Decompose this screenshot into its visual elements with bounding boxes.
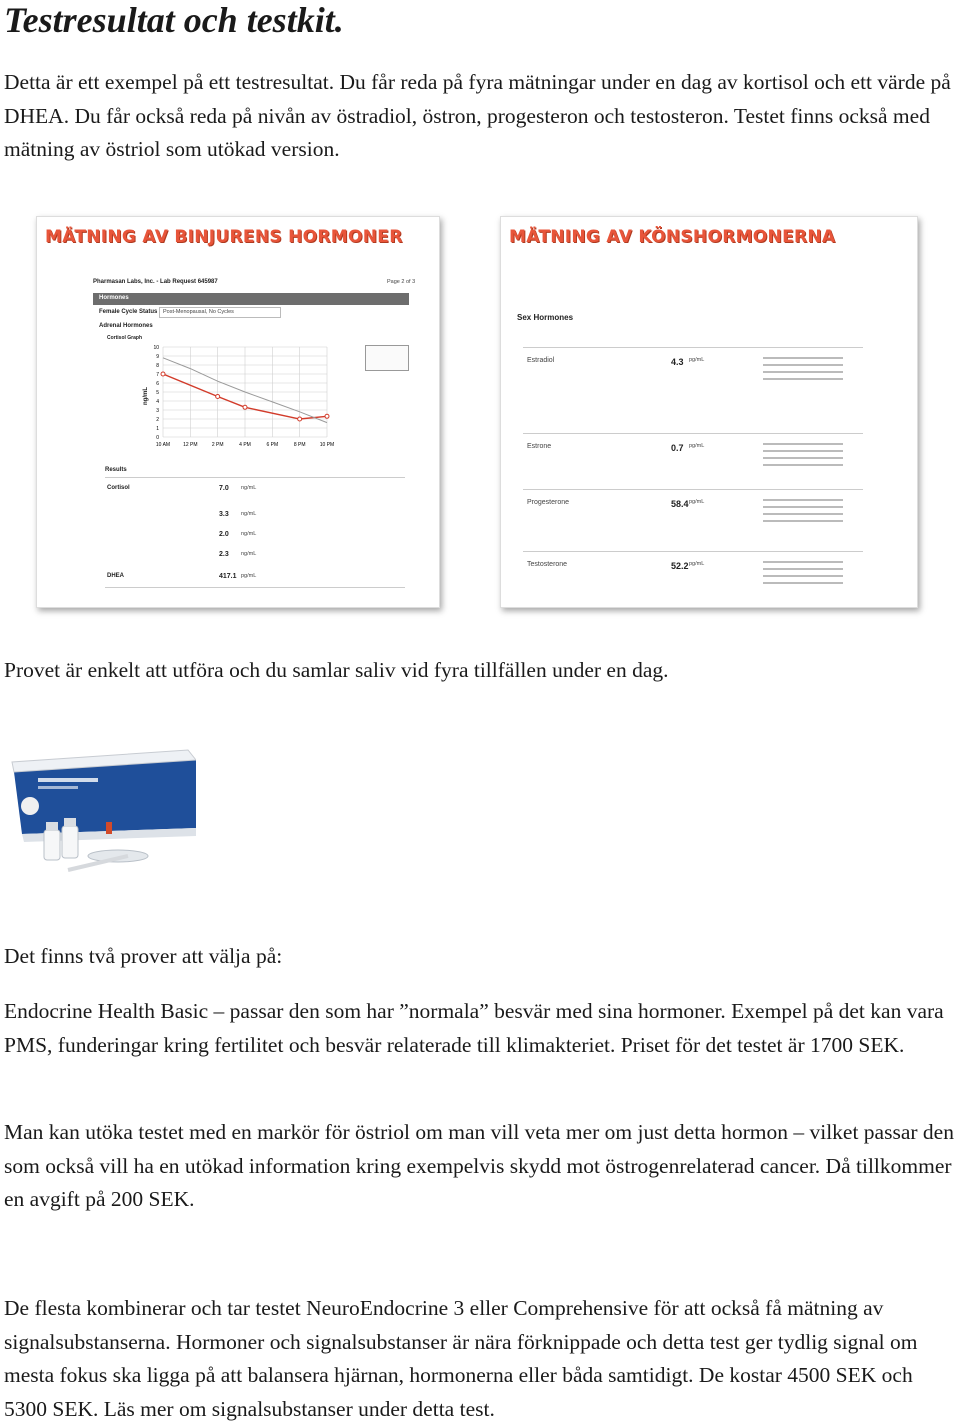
x-tick-label: 6 PM [266,442,279,448]
hormone-unit: pg/mL [689,443,705,449]
hormone-name: Estrone [527,443,552,450]
data-point [298,417,302,421]
hormone-value: 4.3 [671,357,684,367]
result-unit: ng/mL [241,531,257,537]
x-tick-label: 10 PM [319,442,335,448]
test-kit-image [8,710,196,920]
adrenal-report-title: MÄTNING AV BINJURENS HORMONER [45,227,403,247]
x-tick-label: 4 PM [239,442,251,448]
page-title: Testresultat och testkit. [4,0,344,40]
result-unit: ng/mL [241,551,257,557]
sex-hormones-report-image [500,216,918,608]
hormone-name: Testosterone [527,561,568,568]
y-tick-label: 4 [156,399,159,405]
collect-paragraph: Provet är enkelt att utföra och du samlar saliv vid fyra tillfällen under en dag. [4,658,669,682]
x-tick-label: 10 AM [155,442,171,448]
result-value: 2.0 [219,531,229,538]
result-unit: ng/mL [241,511,257,517]
hormone-value: 52.2 [671,561,689,571]
intro-paragraph: Detta är ett exempel på ett testresultat. Du får reda på fyra mätningar under en dag av kortisol och ett värde på DHEA. Du får också reda på nivån av östradiol, östron, progesteron och testosteron. Testet finns också med mätning av östriol som utökad version. [4,70,951,161]
y-tick-label: 5 [156,390,159,396]
cycle-status-value: Post-Menopausal, No Cycles [163,309,234,315]
x-tick-label: 2 PM [211,442,224,448]
result-value: 2.3 [219,551,229,558]
adrenal-report-image [36,216,440,608]
result-name: Cortisol [107,485,130,491]
choose-paragraph: Det finns två prover att välja på: [4,944,283,968]
y-tick-label: 1 [156,426,159,432]
result-value: 3.3 [219,511,229,518]
sex-hormones-section: Sex Hormones [517,313,574,322]
x-tick-label: 8 PM [293,442,306,448]
result-unit: ng/mL [241,485,257,491]
y-tick-label: 0 [156,435,159,441]
hormone-unit: pg/mL [689,561,705,567]
y-tick-label: 2 [156,417,159,423]
hormone-unit: pg/mL [689,499,705,505]
data-point [161,372,165,376]
hormone-name: Progesterone [527,499,570,506]
adrenal-subsection: Adrenal Hormones [99,323,153,329]
data-point [216,395,220,399]
y-tick-label: 6 [156,381,159,387]
extended-test-paragraph: Man kan utöka testet med en markör för östriol om man vill veta mer om just detta hormon – vilket passar den som också vill ha en utökad information kring exempelvis skydd mot östrogenrelaterad cancer. Då tillkommer en avgift på 200 SEK. [4,1120,954,1211]
cycle-status-label: Female Cycle Status [99,309,158,315]
hormones-section: Hormones [99,295,129,301]
result-value: 7.0 [219,485,229,492]
hormone-unit: pg/mL [689,357,705,363]
cortisol-chart [147,341,337,461]
data-point [243,405,247,409]
data-point [325,414,329,418]
lab-request: Pharmasan Labs, Inc. - Lab Request 645987 [93,279,218,285]
result-name: DHEA [107,573,125,579]
hormone-name: Estradiol [527,357,555,364]
hormone-value: 58.4 [671,499,689,509]
result-unit: pg/mL [241,573,257,579]
page-number: Page 2 of 3 [387,279,416,285]
combine-paragraph: De flesta kombinerar och tar testet NeuroEndocrine 3 eller Comprehensive för att också få mätning av signalsubstanserna. Hormoner och signalsubstanser är nära förknippade och detta test ger tydlig signal om mesta fokus ska ligga på att balansera hjärnan, hormonerna eller båda samtidigt. De kostar 4500 SEK och 5300 SEK. Läs mer om signalsubstanser under detta test. [4,1296,918,1421]
y-tick-label: 3 [156,408,159,414]
y-tick-label: 7 [156,372,159,378]
y-tick-label: 10 [153,345,159,351]
hormone-value: 0.7 [671,443,684,453]
cortisol-graph-label: Cortisol Graph [107,335,143,341]
result-value: 417.1 [219,573,237,580]
y-tick-label: 8 [156,363,159,369]
x-tick-label: 12 PM [183,442,198,448]
y-tick-label: 9 [156,354,159,360]
y-axis-label: ng/mL [143,387,149,405]
sex-report-title: MÄTNING AV KÖNSHORMONERNA [509,227,836,247]
basic-test-paragraph: Endocrine Health Basic – passar den som har ”normala” besvär med sina hormoner. Exempel på det kan vara PMS, funderingar kring fertilitet och besvär relaterade till klimakteriet. Priset för det testet är 1700 SEK. [4,999,944,1057]
results-label: Results [105,467,127,473]
